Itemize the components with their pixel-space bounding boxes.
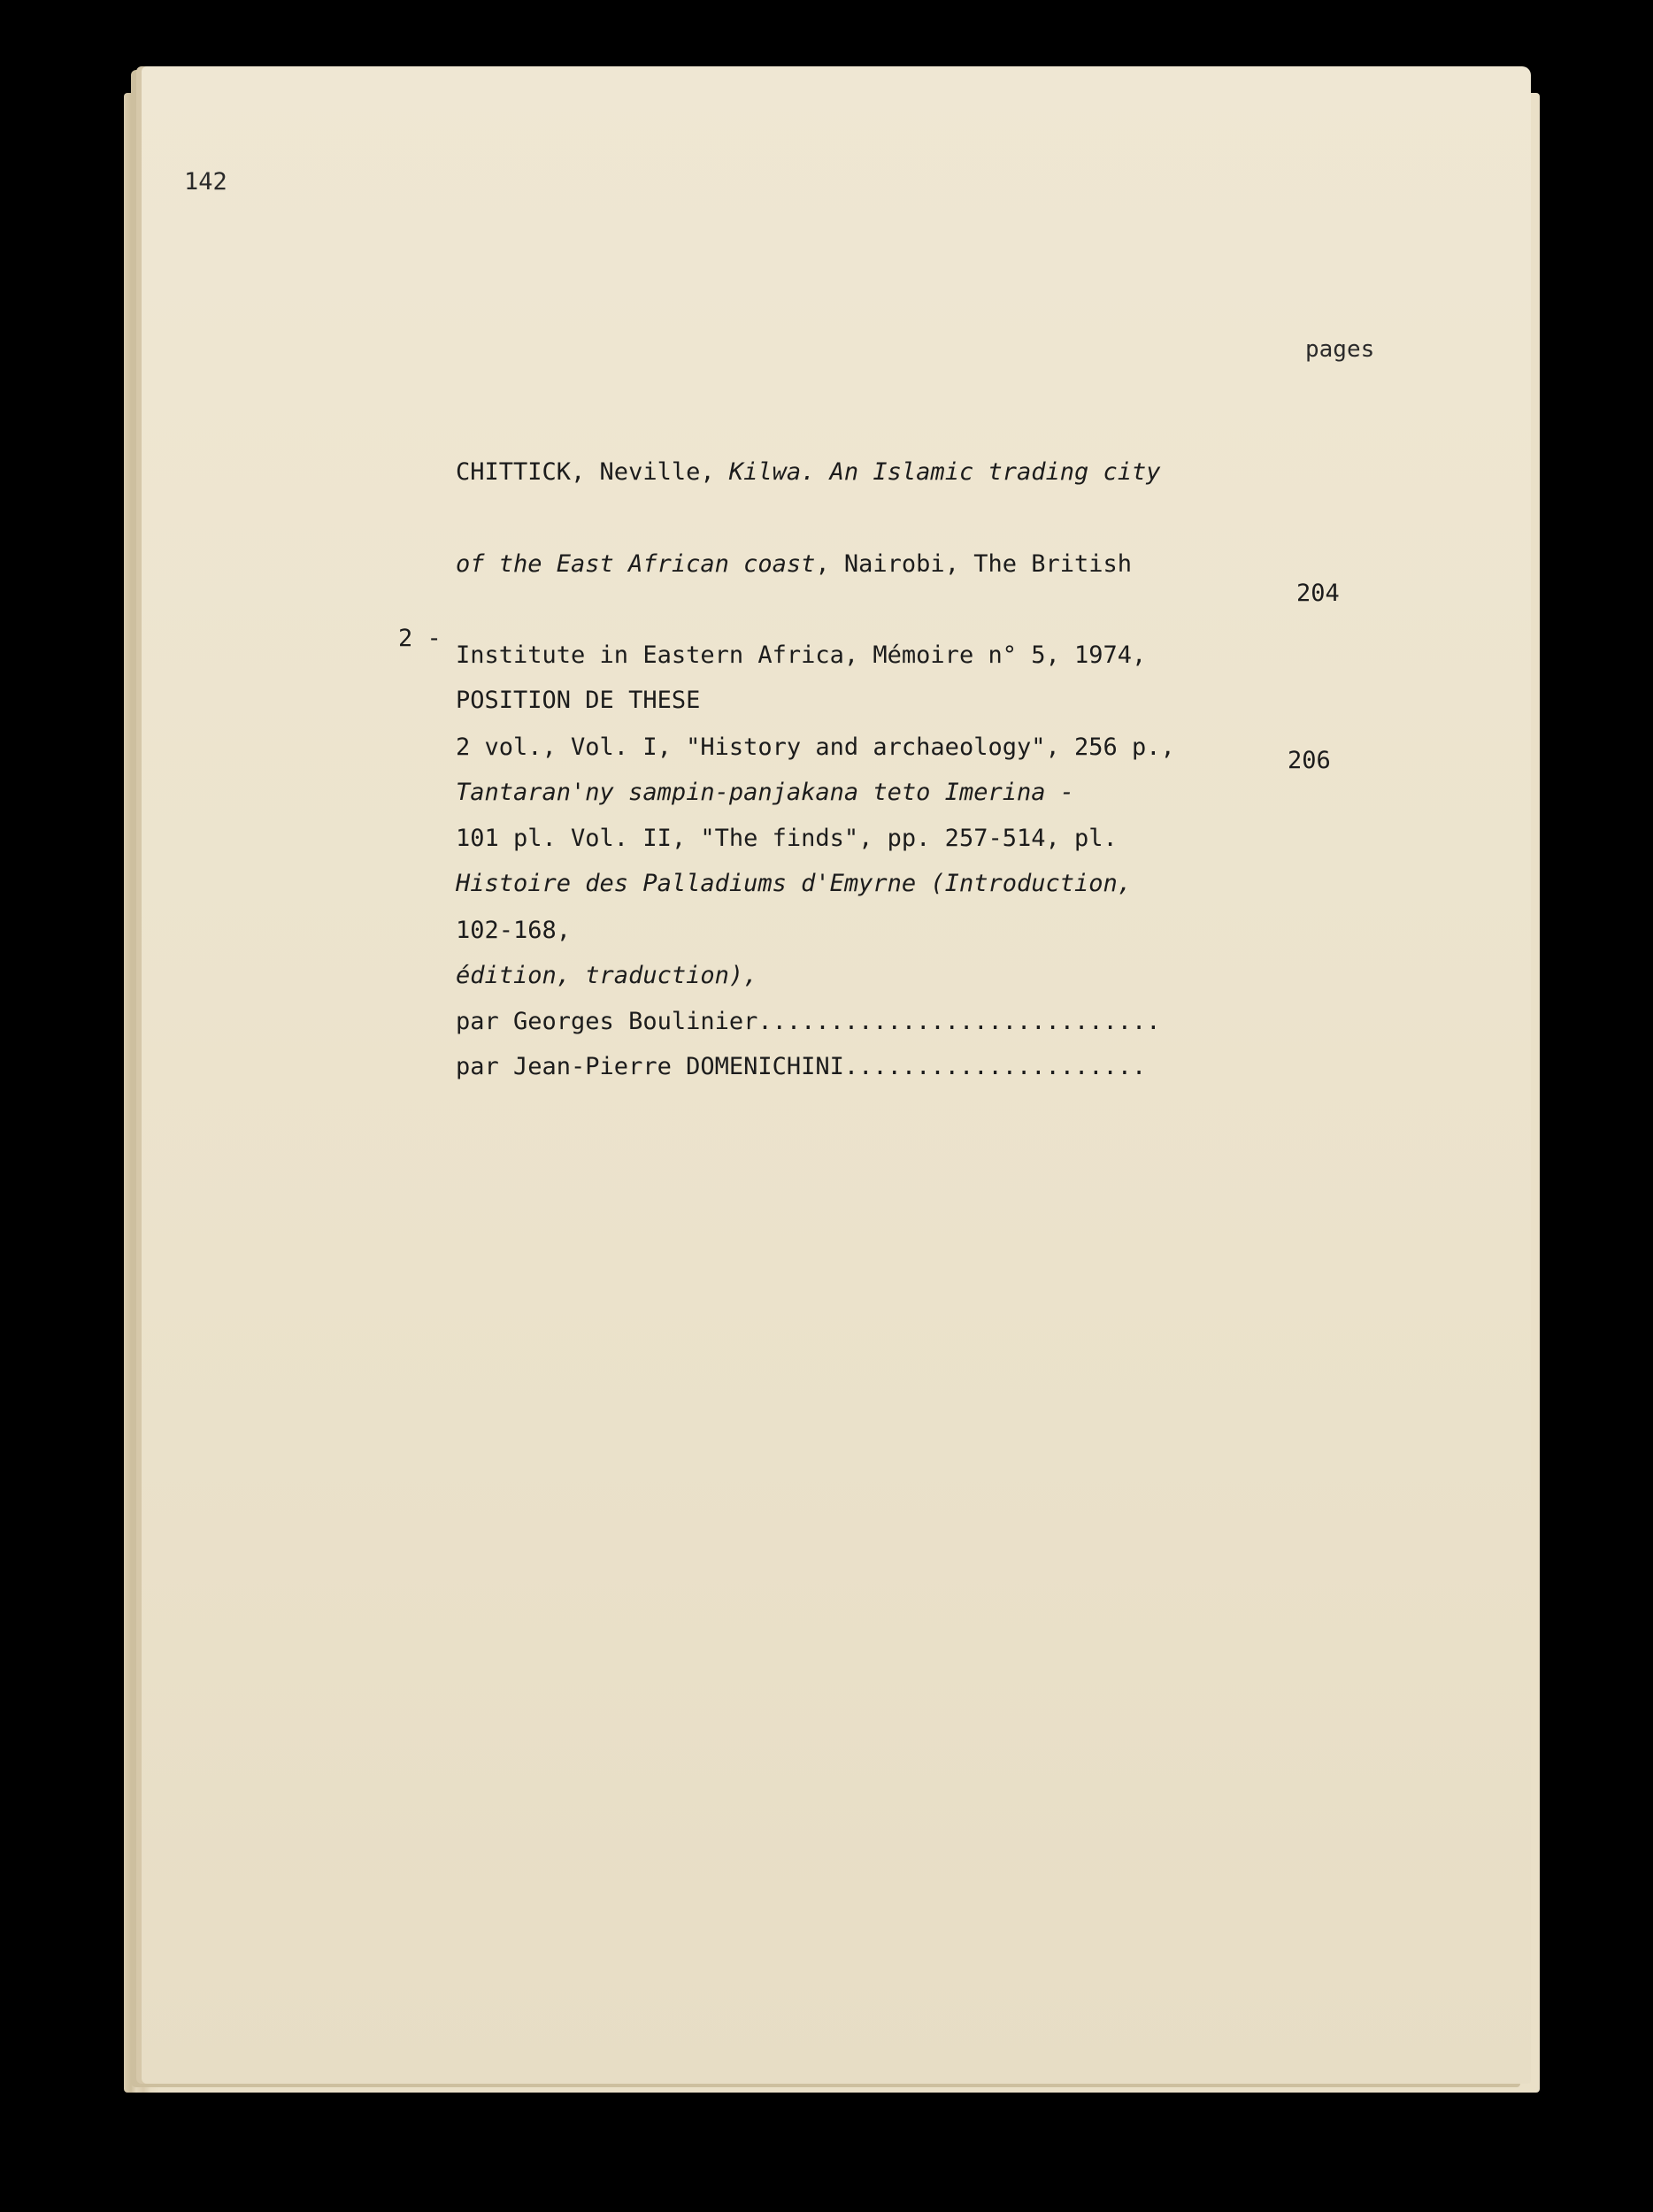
- entry-title-italic: of the East African coast: [456, 549, 816, 578]
- pages-column-header: pages: [1305, 336, 1375, 363]
- section-number: 2 -: [398, 625, 442, 652]
- entry-page-number: 206: [1288, 747, 1331, 774]
- entry-line: [456, 686, 1146, 717]
- bibliography-entry-domenichini: [456, 625, 1146, 1113]
- entry-line-text: Institute in Eastern Africa, Mémoire n° 5, 1974,: [456, 641, 1147, 669]
- entry-line-text: CHITTICK, Neville, Kilwa. An Islamic trading city: [456, 458, 1161, 486]
- entry-line-text: édition, traduction),: [456, 961, 758, 989]
- entry-line: [456, 457, 1175, 488]
- page-number: 142: [184, 168, 227, 196]
- entry-line-text: of the East African coast, Nairobi, The British: [456, 549, 1133, 578]
- entry-line-text: par Georges Boulinier............................: [456, 1008, 1161, 1035]
- entry-line-text: Tantaran'ny sampin-panjakana teto Imerina -: [456, 778, 1074, 806]
- entry-line-text: par Jean-Pierre DOMENICHINI.....................: [456, 1053, 1147, 1080]
- entry-title-italic: Kilwa. An Islamic trading city: [728, 458, 1161, 486]
- entry-line-text: 101 pl. Vol. II, "The finds", pp. 257-514, pl.: [456, 825, 1118, 852]
- entry-line: [456, 869, 1146, 900]
- entry-line-text: POSITION DE THESE: [456, 687, 701, 714]
- entry-line-text: Histoire des Palladiums d'Emyrne (Introduction,: [456, 870, 1133, 897]
- entry-line: [456, 961, 1146, 992]
- entry-line: [456, 1052, 1146, 1083]
- entry-line-text: 102-168,: [456, 916, 572, 944]
- entry-line-text: 2 vol., Vol. I, "History and archaeology", 256 p.,: [456, 733, 1175, 761]
- entry-line: [456, 549, 1175, 580]
- entry-page-number: 204: [1296, 580, 1340, 607]
- entry-line: [456, 778, 1146, 809]
